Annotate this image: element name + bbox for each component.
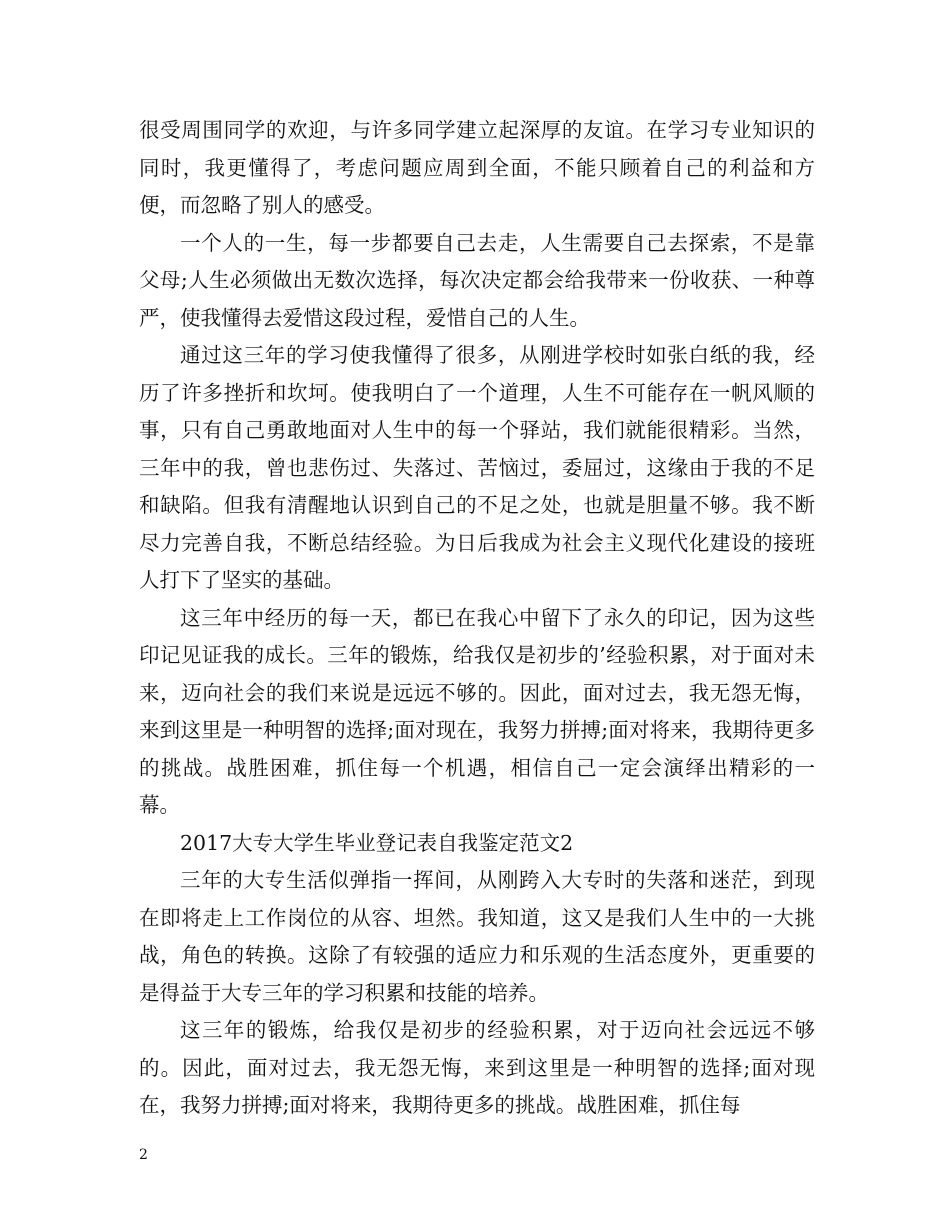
page-number: 2 bbox=[139, 1147, 148, 1163]
paragraph-5: 三年的大专生活似弹指一挥间，从刚跨入大专时的失落和迷茫，到现在即将走上工作岗位的从容、坦然。我知道，这又是我们人生中的一大挑战，角色的转换。这除了有较强的适应力和乐观的生活态度外，更重要的是得益于大专三年的学习积累和技能的培养。 bbox=[139, 868, 815, 1005]
document-body bbox=[139, 112, 815, 1125]
paragraph-1: 很受周围同学的欢迎，与许多同学建立起深厚的友谊。在学习专业知识的同时，我更懂得了，考虑问题应周到全面，不能只顾着自己的利益和方便，而忽略了别人的感受。 bbox=[139, 118, 815, 217]
paragraph-2: 一个人的一生，每一步都要自己去走，人生需要自己去探索，不是靠父母;人生必须做出无数次选择，每次决定都会给我带来一份收获、一种尊严，使我懂得去爱惜这段过程，爱惜自己的人生。 bbox=[139, 230, 815, 330]
paragraph-4: 这三年中经历的每一天，都已在我心中留下了永久的印记，因为这些印记见证我的成长。三年的锻炼，给我仅是初步的’经验积累，对于面对未来，迈向社会的我们来说是远远不够的。因此，面对过去，我无怨无悔，来到这里是一种明智的选择;面对现在，我努力拼搏;面对将来，我期待更多的挑战。战胜困难，抓住每一个机遇，相信自己一定会演绎出精彩的一幕。 bbox=[139, 605, 815, 817]
section-heading: 2017大专大学生毕业登记表自我鉴定范文2 bbox=[180, 830, 574, 855]
paragraph-3: 通过这三年的学习使我懂得了很多，从刚进学校时如张白纸的我，经历了许多挫折和坎坷。使我明白了一个道理，人生不可能存在一帆风顺的事，只有自己勇敢地面对人生中的每一个驿站，我们就能很精彩。当然，三年中的我，曾也悲伤过、失落过、苦恼过，委屈过，这缘由于我的不足和缺陷。但我有清醒地认识到自己的不足之处，也就是胆量不够。我不断尽力完善自我，不断总结经验。为日后我成为社会主义现代化建设的接班人打下了坚实的基础。 bbox=[139, 343, 815, 592]
paragraph-6: 这三年的锻炼，给我仅是初步的经验积累，对于迈向社会远远不够的。因此，面对过去，我无怨无悔，来到这里是一种明智的选择;面对现在，我努力拼搏;面对将来，我期待更多的挑战。战胜困难，抓住每 bbox=[139, 1018, 815, 1117]
